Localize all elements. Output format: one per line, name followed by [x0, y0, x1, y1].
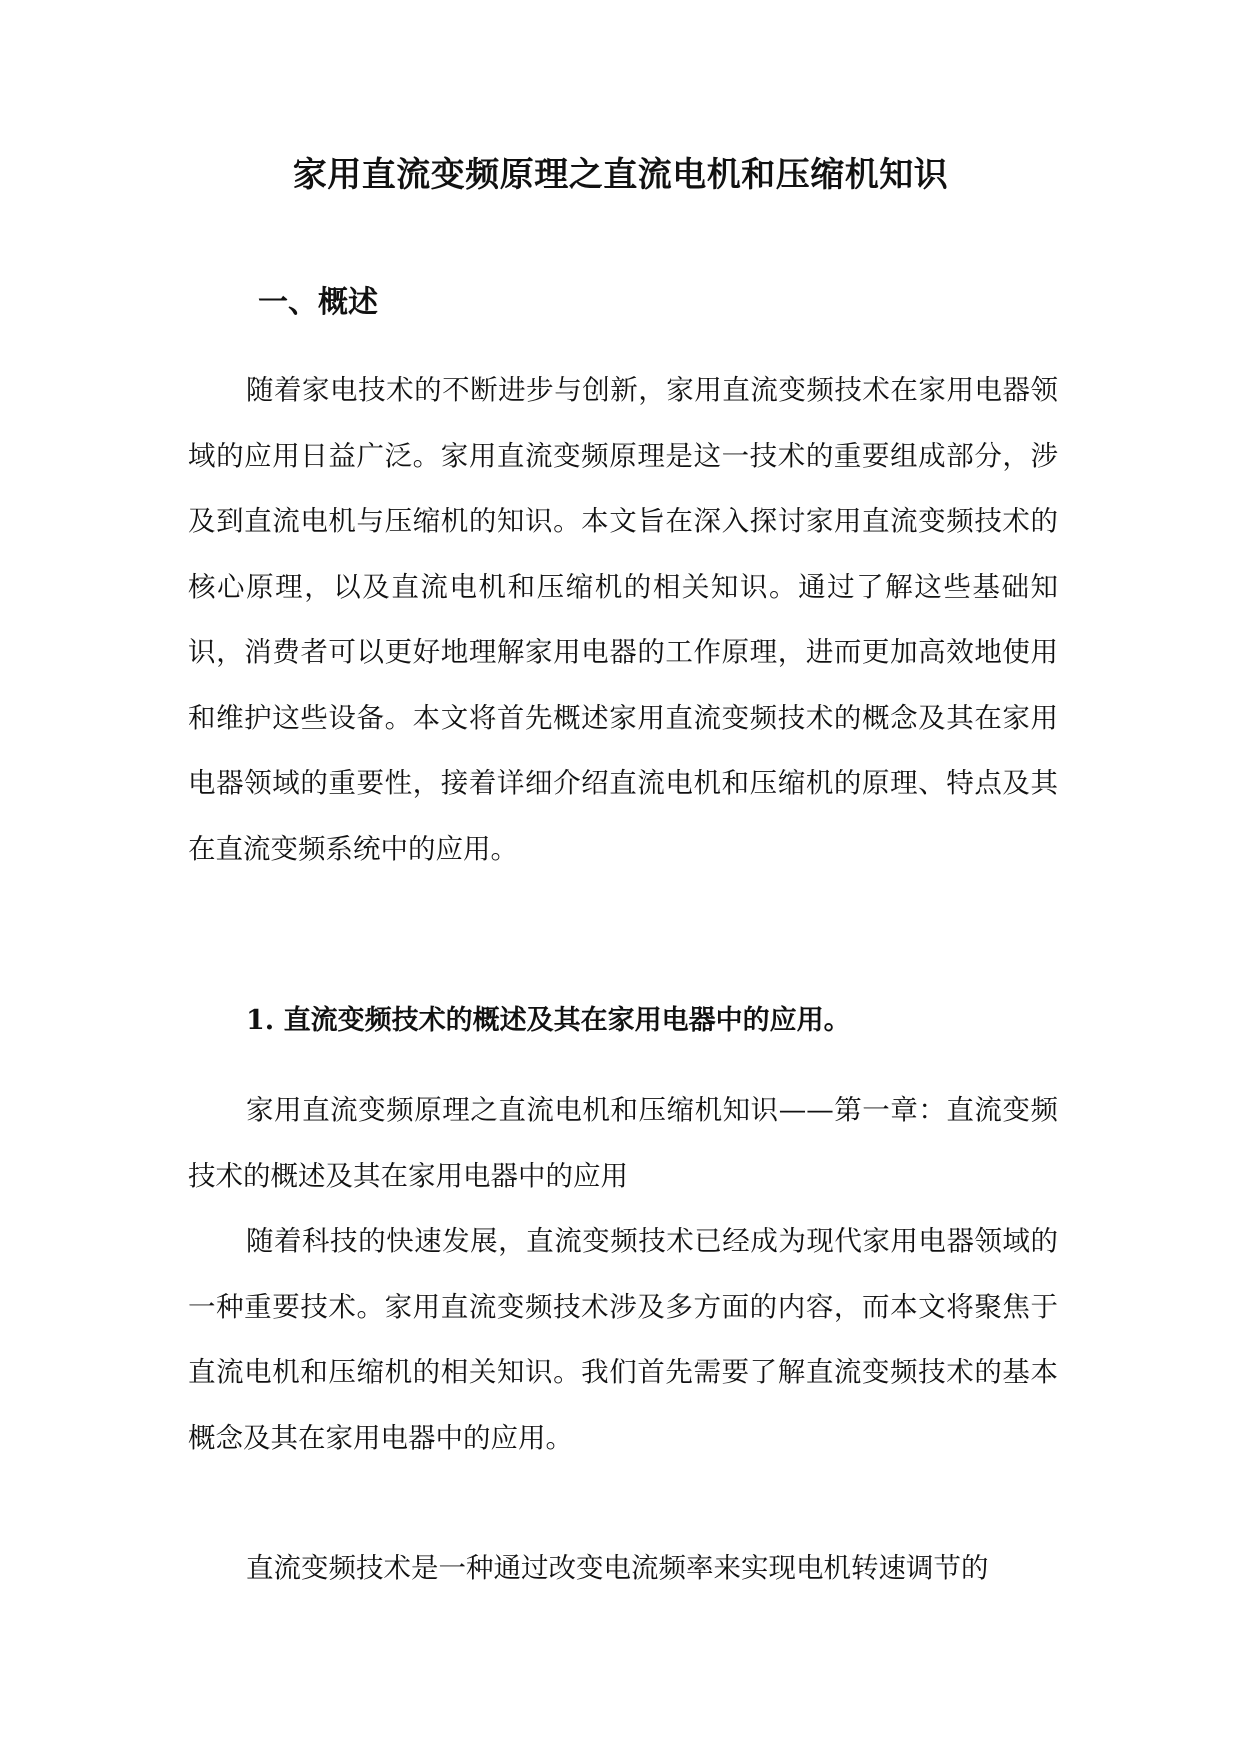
paragraph-tech-development: 随着科技的快速发展，直流变频技术已经成为现代家用电器领域的一种重要技术。家用直流变频技术涉及多方面的内容，而本文将聚焦于直流电机和压缩机的相关知识。我们首先需要了解直流变频技术的基本概念及其在家用电器中的应用。 [188, 1225, 1058, 1454]
paragraph-overview: 随着家电技术的不断进步与创新，家用直流变频技术在家用电器领域的应用日益广泛。家用直流变频原理是这一技术的重要组成部分，涉及到直流电机与压缩机的知识。本文旨在深入探讨家用直流变频技术的核心原理，以及直流电机和压缩机的相关知识。通过了解这些基础知识，消费者可以更好地理解家用电器的工作原理，进而更加高效地使用和维护这些设备。本文将首先概述家用直流变频技术的概念及其在家用电器领域的重要性，接着详细介绍直流电机和压缩机的原理、特点及其在直流变频系统中的应用。 [188, 374, 1058, 865]
paragraph-definition: 直流变频技术是一种通过改变电流频率来实现电机转速调节的 [246, 1552, 989, 1584]
document-title: 家用直流变频原理之直流电机和压缩机知识 [292, 155, 949, 195]
section-heading-1: 1. 直流变频技术的概述及其在家用电器中的应用。 [246, 1005, 851, 1036]
paragraph-chapter-intro: 家用直流变频原理之直流电机和压缩机知识——第一章：直流变频技术的概述及其在家用电器中的应用 [188, 1094, 1058, 1192]
section-heading-overview: 一、概述 [258, 285, 378, 320]
